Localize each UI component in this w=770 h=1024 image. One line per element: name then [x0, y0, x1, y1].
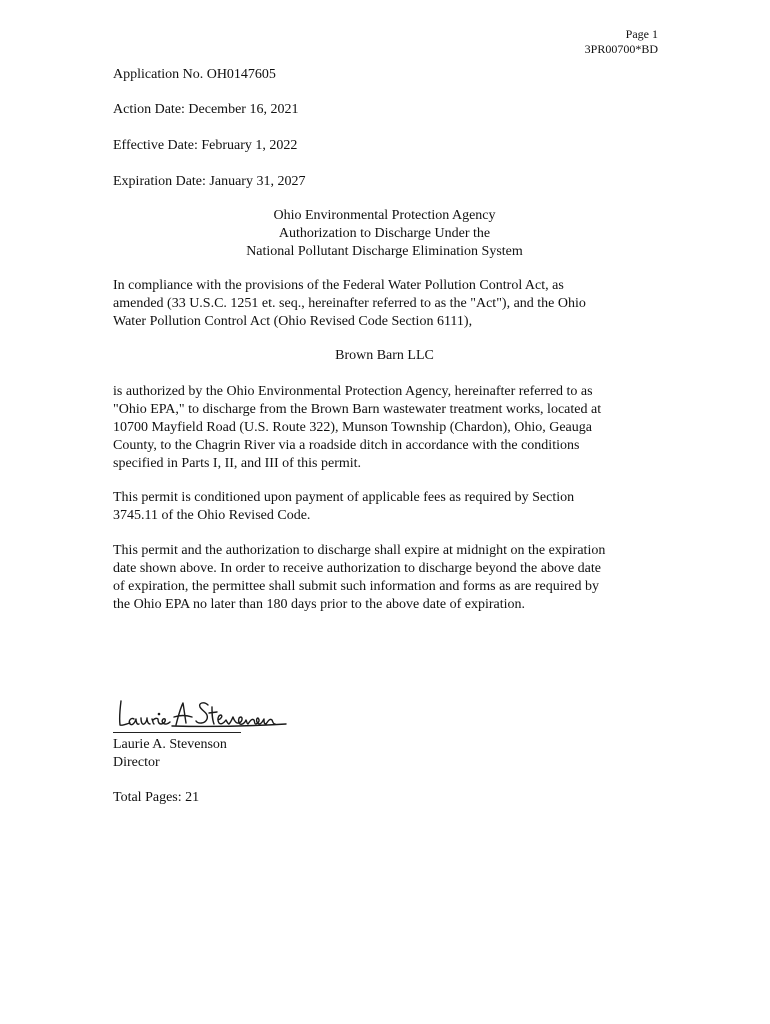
paragraph-line: specified in Parts I, II, and III of this permit. — [113, 456, 362, 471]
permittee-name: Brown Barn LLC — [335, 348, 434, 363]
paragraph-line: of expiration, the permittee shall submit such information and forms as are required by — [113, 579, 599, 594]
paragraph-line: This permit is conditioned upon payment of applicable fees as required by Section — [113, 490, 575, 505]
paragraph-line: the Ohio EPA no later than 180 days prior to the above date of expiration. — [113, 597, 526, 612]
paragraph-line: In compliance with the provisions of the Federal Water Pollution Control Act, as — [113, 278, 564, 293]
paragraph-line: 10700 Mayfield Road (U.S. Route 322), Munson Township (Chardon), Ohio, Geauga — [113, 420, 592, 435]
title-line-agency: Ohio Environmental Protection Agency — [273, 208, 496, 223]
paragraph-line: amended (33 U.S.C. 1251 et. seq., hereinafter referred to as the "Act"), and the Ohio — [113, 296, 586, 311]
paragraph-line: 3745.11 of the Ohio Revised Code. — [113, 508, 311, 523]
document-title — [113, 207, 656, 261]
signature-line — [113, 732, 241, 733]
paragraph-line: County, to the Chagrin River via a roadside ditch in accordance with the conditions — [113, 438, 580, 453]
title-line-authorization: Authorization to Discharge Under the — [278, 226, 491, 241]
signatory-title: Director — [113, 755, 160, 770]
title-line-system: National Pollutant Discharge Elimination System — [246, 244, 523, 259]
expiration-paragraph — [113, 542, 653, 614]
effective-date: Effective Date: February 1, 2022 — [113, 138, 298, 153]
authorization-paragraph — [113, 383, 653, 473]
compliance-paragraph — [113, 277, 653, 331]
page-header — [585, 27, 658, 57]
paragraph-line: date shown above. In order to receive authorization to discharge beyond the above date — [113, 561, 602, 576]
fees-paragraph — [113, 489, 653, 525]
signatory-name: Laurie A. Stevenson — [113, 737, 227, 752]
document-code: 3PR00700*BD — [584, 42, 658, 56]
expiration-date: Expiration Date: January 31, 2027 — [113, 174, 306, 189]
paragraph-line: Water Pollution Control Act (Ohio Revised Code Section 6111), — [113, 314, 473, 329]
paragraph-line: is authorized by the Ohio Environmental Protection Agency, hereinafter referred to as — [113, 384, 593, 399]
handwritten-signature — [112, 693, 292, 735]
page-number: Page 1 — [625, 27, 658, 41]
paragraph-line: "Ohio EPA," to discharge from the Brown Barn wastewater treatment works, located at — [113, 402, 602, 417]
action-date: Action Date: December 16, 2021 — [113, 102, 299, 117]
paragraph-line: This permit and the authorization to discharge shall expire at midnight on the expiration — [113, 543, 606, 558]
total-pages: Total Pages: 21 — [113, 790, 200, 805]
application-number: Application No. OH0147605 — [113, 67, 276, 82]
